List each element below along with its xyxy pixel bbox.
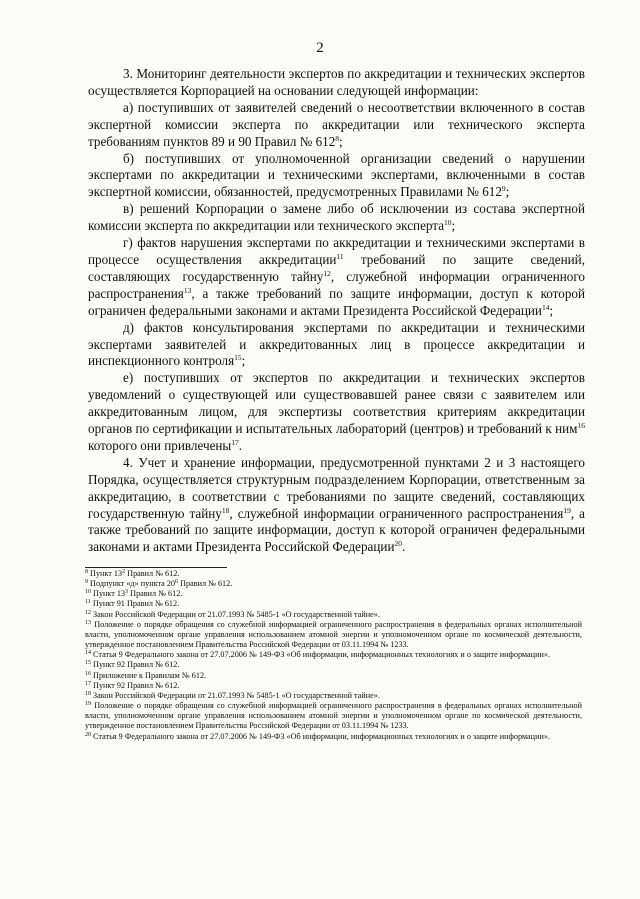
- footnote-ref: 8: [85, 569, 88, 575]
- paragraph-4: 4. Учет и хранение информации, предусмотренной пунктами 2 и 3 настоящего Порядка, осуществляется структурным подразделением Корпорации, ответственным за аккредитацию, в соответствии с требованиями по защите сведений, составляющих государственную тайну$^{18}$, служебной информации ограниченного распространения$^{19}$, а также требований по защите информации, доступ к которой ограничен федеральными законами и актами Президента Российской Федерации$^{20}$.: [88, 454, 586, 555]
- footnote-10: $^{10}$ Пункт $13^3$ Правил № 612.: [85, 589, 183, 599]
- footnote-ref: 8: [335, 133, 340, 143]
- footnote-15: $^{15}$ Пункт 92 Правил № 612.: [85, 660, 180, 670]
- footnote-ref: 10: [85, 589, 91, 596]
- paragraph-3f: е) поступивших от экспертов по аккредитации и технических экспертов уведомлений о существующей или существовавшей ранее связи с заявителем или аккредитованным лицом, для экспертизы соответствия критериям аккредитации органов по сертификации и испытательных лабораторий (центров) и требований к ним$^{16}$ которого они привлечены$^{17}$.: [88, 370, 585, 453]
- footnote-ref: 19: [85, 701, 91, 708]
- footnote-14: $^{14}$ Статья 9 Федерального закона от 27.07.2006 № 149-ФЗ «Об информации, информационных технологиях и о защите информации».: [85, 650, 550, 660]
- footnote-8: $^8$ Пункт $13^2$ Правил № 612.: [85, 569, 180, 578]
- footnote-11: $^{11}$ Пункт 91 Правил № 612.: [85, 599, 180, 609]
- footnote-ref: 17: [85, 680, 91, 687]
- footnote-17: $^{17}$ Пункт 92 Правил № 612.: [85, 680, 180, 690]
- footnote-ref: 9: [85, 579, 88, 586]
- footnote-18: $^{18}$ Закон Российской Федерации от 21.07.1993 № 5485-1 «О государственной тайне».: [85, 690, 380, 700]
- footnote-ref: 2: [122, 569, 126, 575]
- footnote-ref: 17: [231, 437, 239, 447]
- footnote-9: $^9$ Подпункт «д» пункта $20^6$ Правил № 612.: [85, 579, 233, 589]
- footnote-ref: 11: [85, 599, 91, 606]
- footnote-ref: 12: [323, 268, 331, 278]
- page-number: 2: [316, 40, 324, 56]
- footnote-ref: 14: [541, 302, 550, 312]
- footnote-ref: 14: [85, 650, 91, 657]
- footnote-19: $^{19}$ Положение о порядке обращения со служебной информацией ограниченного распространения в федеральных органах исполнительной власти, уполномоченном органе управления использованием атомной энергии и уполномоченном органе по космической деятельности, утвержденное постановлением Правительства Российской Федерации от 03.11.1994 № 1233.: [85, 701, 582, 731]
- footnote-ref: 16: [577, 421, 585, 431]
- footnote-ref: 19: [563, 505, 571, 515]
- footnote-ref: 15: [85, 660, 91, 667]
- footnote-ref: 13: [85, 619, 91, 626]
- footnote-ref: 3: [125, 589, 129, 596]
- footnote-13: $^{13}$ Положение о порядке обращения со служебной информацией ограниченного распространения в федеральных органах исполнительной власти, уполномоченном органе управления использованием атомной энергии и уполномоченном органе по космической деятельности, утвержденное постановлением Правительства Российской Федерации от 03.11.1994 № 1233.: [85, 619, 582, 650]
- footnote-ref: 12: [85, 609, 91, 616]
- footnote-divider: [85, 567, 227, 568]
- footnote-ref: 9: [501, 184, 506, 194]
- paragraph-3a: а) поступивших от заявителей сведений о несоответствии включенного в состав экспертной комиссии эксперта по аккредитации или технического эксперта требованиям пунктов 89 и 90 Правил № $612^8$;: [88, 99, 585, 149]
- footnotes: [85, 569, 582, 742]
- footnote-12: $^{12}$ Закон Российской Федерации от 21.07.1993 № 5485-1 «О государственной тайне».: [85, 609, 380, 619]
- footnote-ref: 16: [85, 670, 91, 677]
- footnote-ref: 18: [85, 690, 91, 697]
- footnote-ref: 18: [221, 505, 230, 515]
- footnote-20: $^{20}$ Статья 9 Федерального закона от 27.07.2006 № 149-ФЗ «Об информации, информационных технологиях и о защите информации».: [85, 731, 550, 741]
- footnote-ref: 10: [444, 218, 452, 228]
- footnote-ref: 13: [183, 285, 192, 295]
- paragraph-3e: д) фактов консультирования экспертами по аккредитации и техническими экспертами заявителей и аккредитованных лиц в процессе аккредитации и инспекционного контроля$^{15}$;: [88, 319, 585, 369]
- footnote-ref: 6: [175, 579, 179, 586]
- paragraph-3d: г) фактов нарушения экспертами по аккредитации и техническими экспертами в процессе осуществления аккредитации$^{11}$ требований по защите сведений, составляющих государственную тайну$^{12}$, служебной информации ограниченного распространения$^{13}$, а также требований по защите информации, доступ к которой ограничен федеральными законами и актами Президента Российской Федерации$^{14}$;: [88, 235, 585, 318]
- paragraph-3: 3. Мониторинг деятельности экспертов по аккредитации и технических экспертов осуществляется Корпорацией на основании следующей информации:: [88, 66, 585, 98]
- footnote-ref: 20: [85, 731, 91, 738]
- footnote-ref: 20: [394, 539, 402, 549]
- footnote-ref: 15: [234, 353, 242, 363]
- document-body: [88, 66, 585, 556]
- paragraph-3b: б) поступивших от уполномоченной организации сведений о нарушении экспертами по аккредитации и техническими экспертами, включенными в состав экспертной комиссии, обязанностей, предусмотренных Правилами № $612^9$;: [88, 150, 585, 200]
- footnote-ref: 11: [336, 251, 344, 261]
- paragraph-3c: в) решений Корпорации о замене либо об исключении из состава экспертной комиссии эксперта по аккредитации или технического эксперта$^{10}$;: [88, 201, 585, 234]
- footnote-16: $^{16}$ Приложение к Правилам № 612.: [85, 670, 207, 680]
